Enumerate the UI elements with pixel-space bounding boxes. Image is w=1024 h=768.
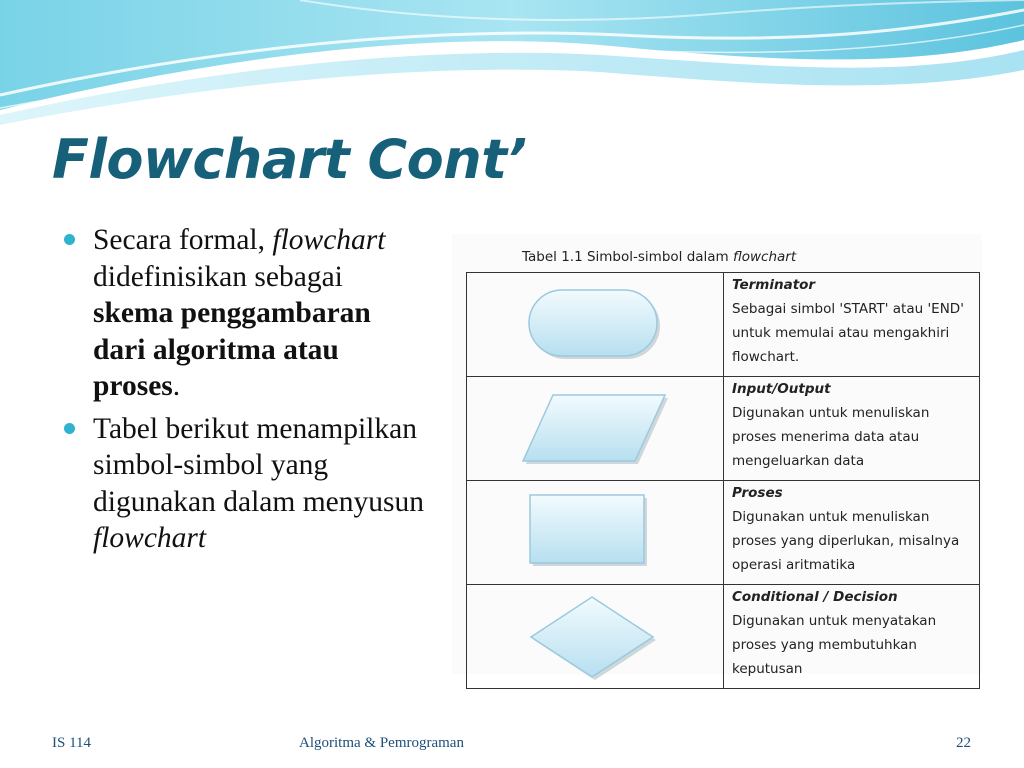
symbol-description: Digunakan untuk menuliskan proses yang diperlukan, misalnya operasi aritmatika (732, 509, 960, 573)
bullet-item (64, 222, 424, 405)
symbol-cell (467, 481, 724, 585)
bullet-italic-text: flowchart (93, 522, 207, 554)
symbol-title: Conditional / Decision (732, 589, 898, 605)
diamond-symbol-icon (467, 585, 723, 683)
symbol-cell (467, 585, 724, 689)
symbol-description: Sebagai simbol 'START' atau 'END' untuk memulai atau mengakhiri flowchart. (732, 301, 964, 365)
symbol-description: Digunakan untuk menuliskan proses menerima data atau mengeluarkan data (732, 405, 930, 469)
bullet-list (64, 222, 424, 563)
footer-course-code: IS 114 (52, 735, 92, 751)
table-caption-italic: flowchart (733, 249, 797, 265)
table-caption (522, 249, 796, 265)
rectangle-symbol-icon (467, 481, 723, 579)
bullet-text: . (172, 370, 181, 402)
parallelogram-symbol-icon (467, 377, 723, 475)
table-row (467, 377, 980, 481)
bullet-item (64, 411, 424, 557)
description-cell (724, 481, 980, 585)
table-row (467, 585, 980, 689)
bullet-bold-text: skema penggambaran dari algoritma atau proses (93, 297, 371, 402)
bullet-text: didefinisikan sebagai (93, 260, 343, 293)
symbol-title: Input/Output (732, 381, 831, 397)
footer-page-number: 22 (956, 735, 971, 751)
symbol-title: Terminator (732, 277, 816, 293)
bullet-dot-icon (64, 234, 75, 245)
symbol-description: Digunakan untuk menyatakan proses yang membutuhkan keputusan (732, 613, 937, 677)
bullet-text: Tabel berikut menampilkan simbol-simbol yang digunakan dalam menyusun (93, 412, 424, 518)
description-cell (724, 585, 980, 689)
slide-title: Flowchart Cont’ (52, 128, 527, 191)
table-row (467, 481, 980, 585)
terminator-symbol-icon (467, 273, 723, 371)
symbol-cell (467, 377, 724, 481)
description-cell (724, 377, 980, 481)
description-cell (724, 273, 980, 377)
flowchart-symbol-table (466, 272, 980, 689)
table-caption-text: Tabel 1.1 Simbol-simbol dalam (522, 249, 733, 265)
footer-course-title: Algoritma & Pemrograman (299, 735, 464, 751)
bullet-dot-icon (64, 423, 75, 434)
symbol-title: Proses (732, 485, 783, 501)
bullet-italic-text: flowchart (272, 224, 386, 256)
bullet-text: Secara formal, (93, 224, 273, 256)
header-wave-decoration (0, 0, 1024, 125)
symbol-cell (467, 273, 724, 377)
table-row (467, 273, 980, 377)
